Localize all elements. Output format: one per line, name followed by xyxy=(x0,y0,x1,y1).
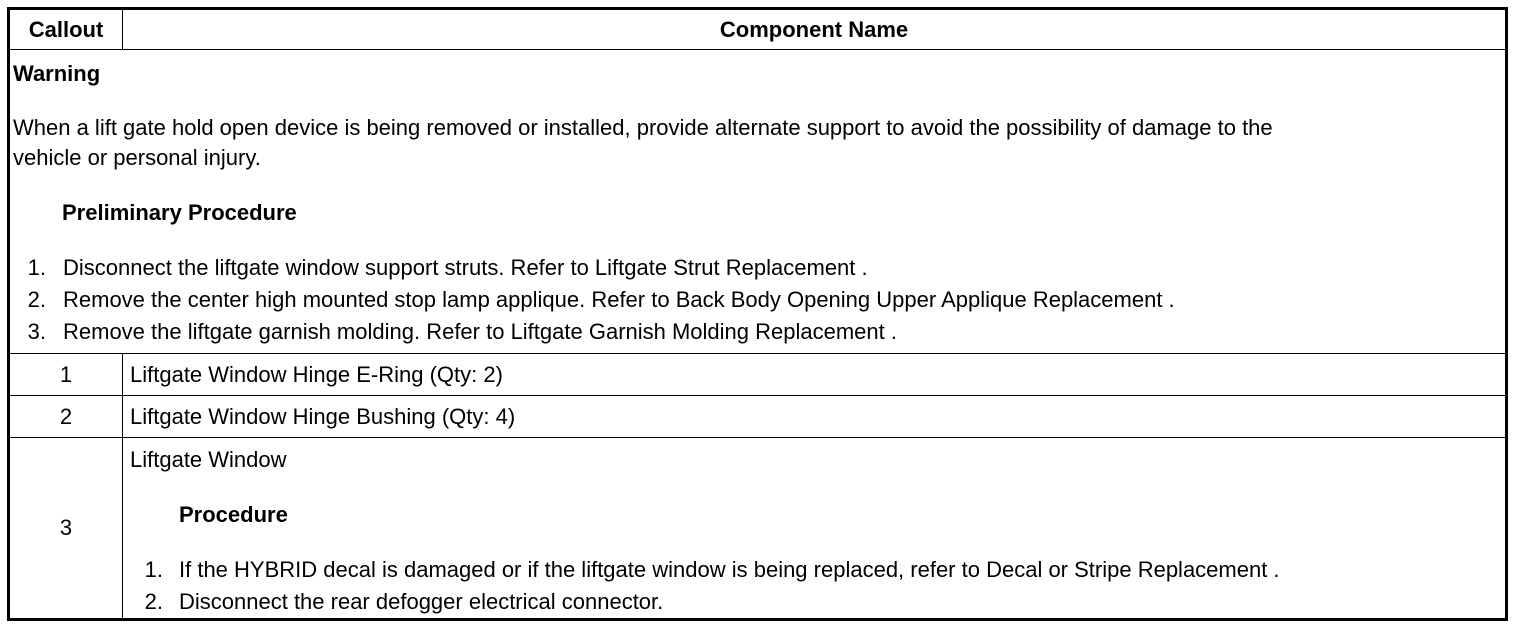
component-name: Liftgate Window Hinge Bushing (Qty: 4) xyxy=(130,404,516,429)
prelim-step-1-number: 1. xyxy=(27,255,46,280)
step-2-number: 2. xyxy=(144,589,163,614)
preliminary-procedure-title: Preliminary Procedure xyxy=(62,200,297,225)
warning-title: Warning xyxy=(13,61,101,86)
callout-number: 1 xyxy=(59,362,73,387)
components-table xyxy=(7,7,1508,621)
prelim-step-3-number: 3. xyxy=(27,319,46,344)
warning-text-line2: vehicle or personal injury. xyxy=(13,145,261,170)
prelim-step-2-text: Remove the center high mounted stop lamp applique. Refer to Back Body Opening Upper Applique Replacement . xyxy=(63,287,1175,312)
step-1-text: If the HYBRID decal is damaged or if the liftgate window is being replaced, refer to Decal or Stripe Replacement . xyxy=(179,557,1280,582)
component-name: Liftgate Window xyxy=(130,447,287,472)
callout-number: 2 xyxy=(59,404,73,429)
component-name: Liftgate Window Hinge E-Ring (Qty: 2) xyxy=(130,362,503,387)
prelim-step-3-text: Remove the liftgate garnish molding. Refer to Liftgate Garnish Molding Replacement . xyxy=(63,319,897,344)
component-cell xyxy=(123,438,1505,618)
callout-number: 3 xyxy=(59,515,73,540)
header-component-name: Component Name xyxy=(719,17,909,42)
step-1-number: 1. xyxy=(144,557,163,582)
procedure-title: Procedure xyxy=(179,502,288,527)
table-header-row xyxy=(10,10,1505,49)
header-callout: Callout xyxy=(28,17,104,42)
table-row xyxy=(10,395,1505,437)
prelim-step-2-number: 2. xyxy=(27,287,46,312)
table-row xyxy=(10,437,1505,618)
table-row xyxy=(10,353,1505,395)
step-2-text: Disconnect the rear defogger electrical connector. xyxy=(179,589,664,614)
warning-row xyxy=(10,49,1505,353)
warning-text-line1: When a lift gate hold open device is being removed or installed, provide alternate support to avoid the possibility of damage to the xyxy=(13,115,1273,140)
prelim-step-1-text: Disconnect the liftgate window support struts. Refer to Liftgate Strut Replacement . xyxy=(63,255,868,280)
